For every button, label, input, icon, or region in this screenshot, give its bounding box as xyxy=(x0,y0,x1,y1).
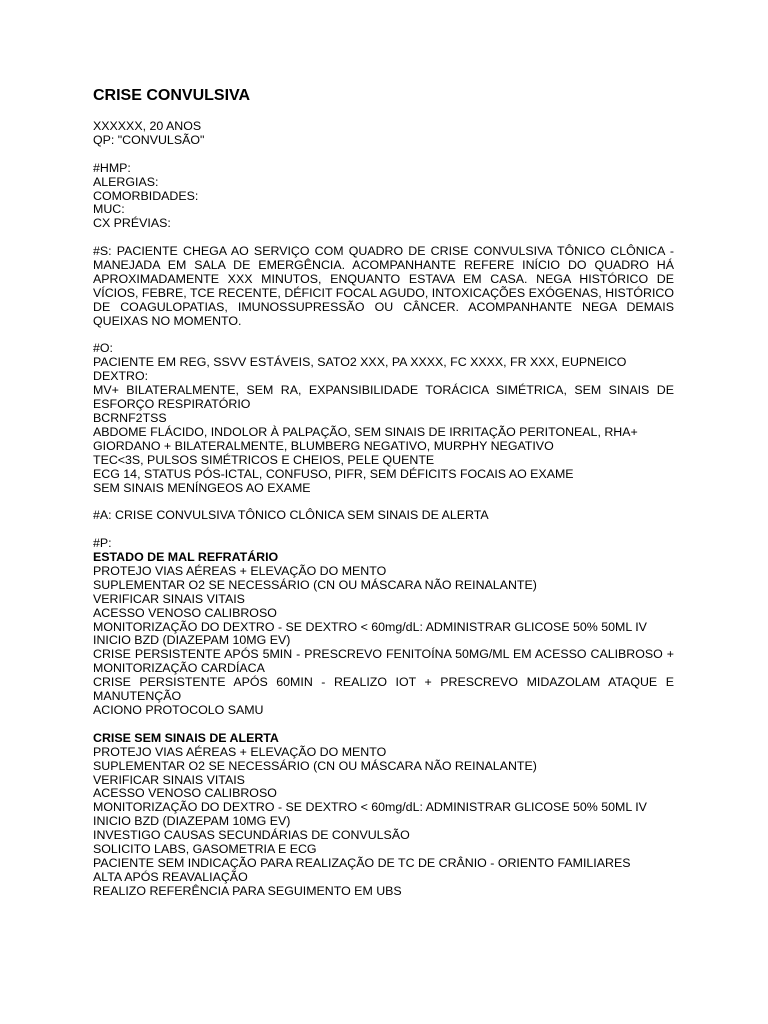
objective-heading: #O: xyxy=(93,341,113,356)
objective-abdome: ABDOME FLÁCIDO, INDOLOR À PALPAÇÃO, SEM SINAIS DE IRRITAÇÃO PERITONEAL, RHA+ xyxy=(93,424,638,439)
assessment-line: #A: CRISE CONVULSIVA TÔNICO CLÔNICA SEM SINAIS DE ALERTA xyxy=(93,508,489,523)
chief-complaint: QP: "CONVULSÃO" xyxy=(93,132,205,147)
plan-item: PACIENTE SEM INDICAÇÃO PARA REALIZAÇÃO DE TC DE CRÂNIO - ORIENTO FAMILIARES xyxy=(93,855,631,870)
plan-item: INICIO BZD (DIAZEPAM 10MG EV) xyxy=(93,814,291,829)
plan-item: VERIFICAR SINAIS VITAIS xyxy=(93,772,245,787)
plan-item: ACESSO VENOSO CALIBROSO xyxy=(93,786,277,801)
no-alert-heading: CRISE SEM SINAIS DE ALERTA xyxy=(93,730,279,745)
plan-item: PROTEJO VIAS AÉREAS + ELEVAÇÃO DO MENTO xyxy=(93,744,387,759)
plan-item: PROTEJO VIAS AÉREAS + ELEVAÇÃO DO MENTO xyxy=(93,563,387,578)
plan-item: ACESSO VENOSO CALIBROSO xyxy=(93,605,277,620)
document-title: CRISE CONVULSIVA xyxy=(93,87,251,104)
hmp-alergias: ALERGIAS: xyxy=(93,174,159,189)
objective-giordano: GIORDANO + BILATERALMENTE, BLUMBERG NEGATIVO, MURPHY NEGATIVO xyxy=(93,438,554,453)
spacer xyxy=(93,523,674,537)
plan-item: INVESTIGO CAUSAS SECUNDÁRIAS DE CONVULSÃO xyxy=(93,828,410,843)
objective-general: PACIENTE EM REG, SSVV ESTÁVEIS, SATO2 XXX, PA XXXX, FC XXXX, FR XXX, EUPNEICO xyxy=(93,355,627,370)
hmp-comorbidades: COMORBIDADES: xyxy=(93,188,199,203)
plan-item: CRISE PERSISTENTE APÓS 60MIN - REALIZO IOT + PRESCREVO MIDAZOLAM ATAQUE E MANUTENÇÃO xyxy=(93,675,674,704)
patient-line: XXXXXX, 20 ANOS xyxy=(93,119,202,133)
plan-item: ALTA APÓS REAVALIAÇÃO xyxy=(93,869,248,884)
plan-item: MONITORIZAÇÃO DO DEXTRO - SE DEXTRO < 60mg/dL: ADMINISTRAR GLICOSE 50% 50ML IV xyxy=(93,619,647,634)
objective-neuro: ECG 14, STATUS PÓS-ICTAL, CONFUSO, PIFR, SEM DÉFICITS FOCAIS AO EXAME xyxy=(93,466,574,481)
objective-meningeos: SEM SINAIS MENÍNGEOS AO EXAME xyxy=(93,480,311,495)
objective-dextro: DEXTRO: xyxy=(93,369,149,384)
subjective-paragraph: #S: PACIENTE CHEGA AO SERVIÇO COM QUADRO DE CRISE CONVULSIVA TÔNICO CLÔNICA - MANEJADA EM SALA DE EMERGÊNCIA. ACOMPANHANTE REFERE INÍCIO DO QUADRO HÁ APROXIMADAMENTE XXX MINUTOS, ENQUANTO ESTAVA EM CASA. NEGA HISTÓRICO DE VÍCIOS, FEBRE, TCE RECENTE, DÉFICIT FOCAL AGUDO, INTOXICAÇÕES EXÓGENAS, HISTÓRICO DE COAGULOPATIAS, IMUNOSSUPRESSÃO OU CÂNCER. ACOMPANHANTE NEGA DEMAIS QUEIXAS NO MOMENTO. xyxy=(93,244,674,328)
spacer xyxy=(93,148,674,162)
plan-item: SOLICITO LABS, GASOMETRIA E ECG xyxy=(93,842,317,857)
plan-item: SUPLEMENTAR O2 SE NECESSÁRIO (CN OU MÁSCARA NÃO REINALANTE) xyxy=(93,577,537,592)
objective-cardio: BCRNF2TSS xyxy=(93,410,167,425)
spacer xyxy=(93,329,674,343)
plan-item: VERIFICAR SINAIS VITAIS xyxy=(93,591,245,606)
objective-tec: TEC<3S, PULSOS SIMÉTRICOS E CHEIOS, PELE QUENTE xyxy=(93,452,435,467)
plan-item: INICIO BZD (DIAZEPAM 10MG EV) xyxy=(93,633,291,648)
plan-item: CRISE PERSISTENTE APÓS 5MIN - PRESCREVO FENITOÍNA 50MG/ML EM ACESSO CALIBROSO + MONITORIZAÇÃO CARDÍACA xyxy=(93,647,674,676)
document-page xyxy=(93,86,674,899)
plan-item: MONITORIZAÇÃO DO DEXTRO - SE DEXTRO < 60mg/dL: ADMINISTRAR GLICOSE 50% 50ML IV xyxy=(93,800,647,815)
plan-item: REALIZO REFERÊNCIA PARA SEGUIMENTO EM UBS xyxy=(93,883,402,898)
plan-heading: #P: xyxy=(93,536,112,551)
plan-item: SUPLEMENTAR O2 SE NECESSÁRIO (CN OU MÁSCARA NÃO REINALANTE) xyxy=(93,758,537,773)
hmp-heading: #HMP: xyxy=(93,160,131,175)
hmp-cx: CX PRÉVIAS: xyxy=(93,216,171,231)
plan-item: ACIONO PROTOCOLO SAMU xyxy=(93,702,264,717)
hmp-muc: MUC: xyxy=(93,202,125,217)
objective-resp: MV+ BILATERALMENTE, SEM RA, EXPANSIBILIDADE TORÁCICA SIMÉTRICA, SEM SINAIS DE ESFORÇO RESPIRATÓRIO xyxy=(93,383,674,412)
spacer xyxy=(93,718,674,732)
refractory-heading: ESTADO DE MAL REFRATÁRIO xyxy=(93,550,279,565)
